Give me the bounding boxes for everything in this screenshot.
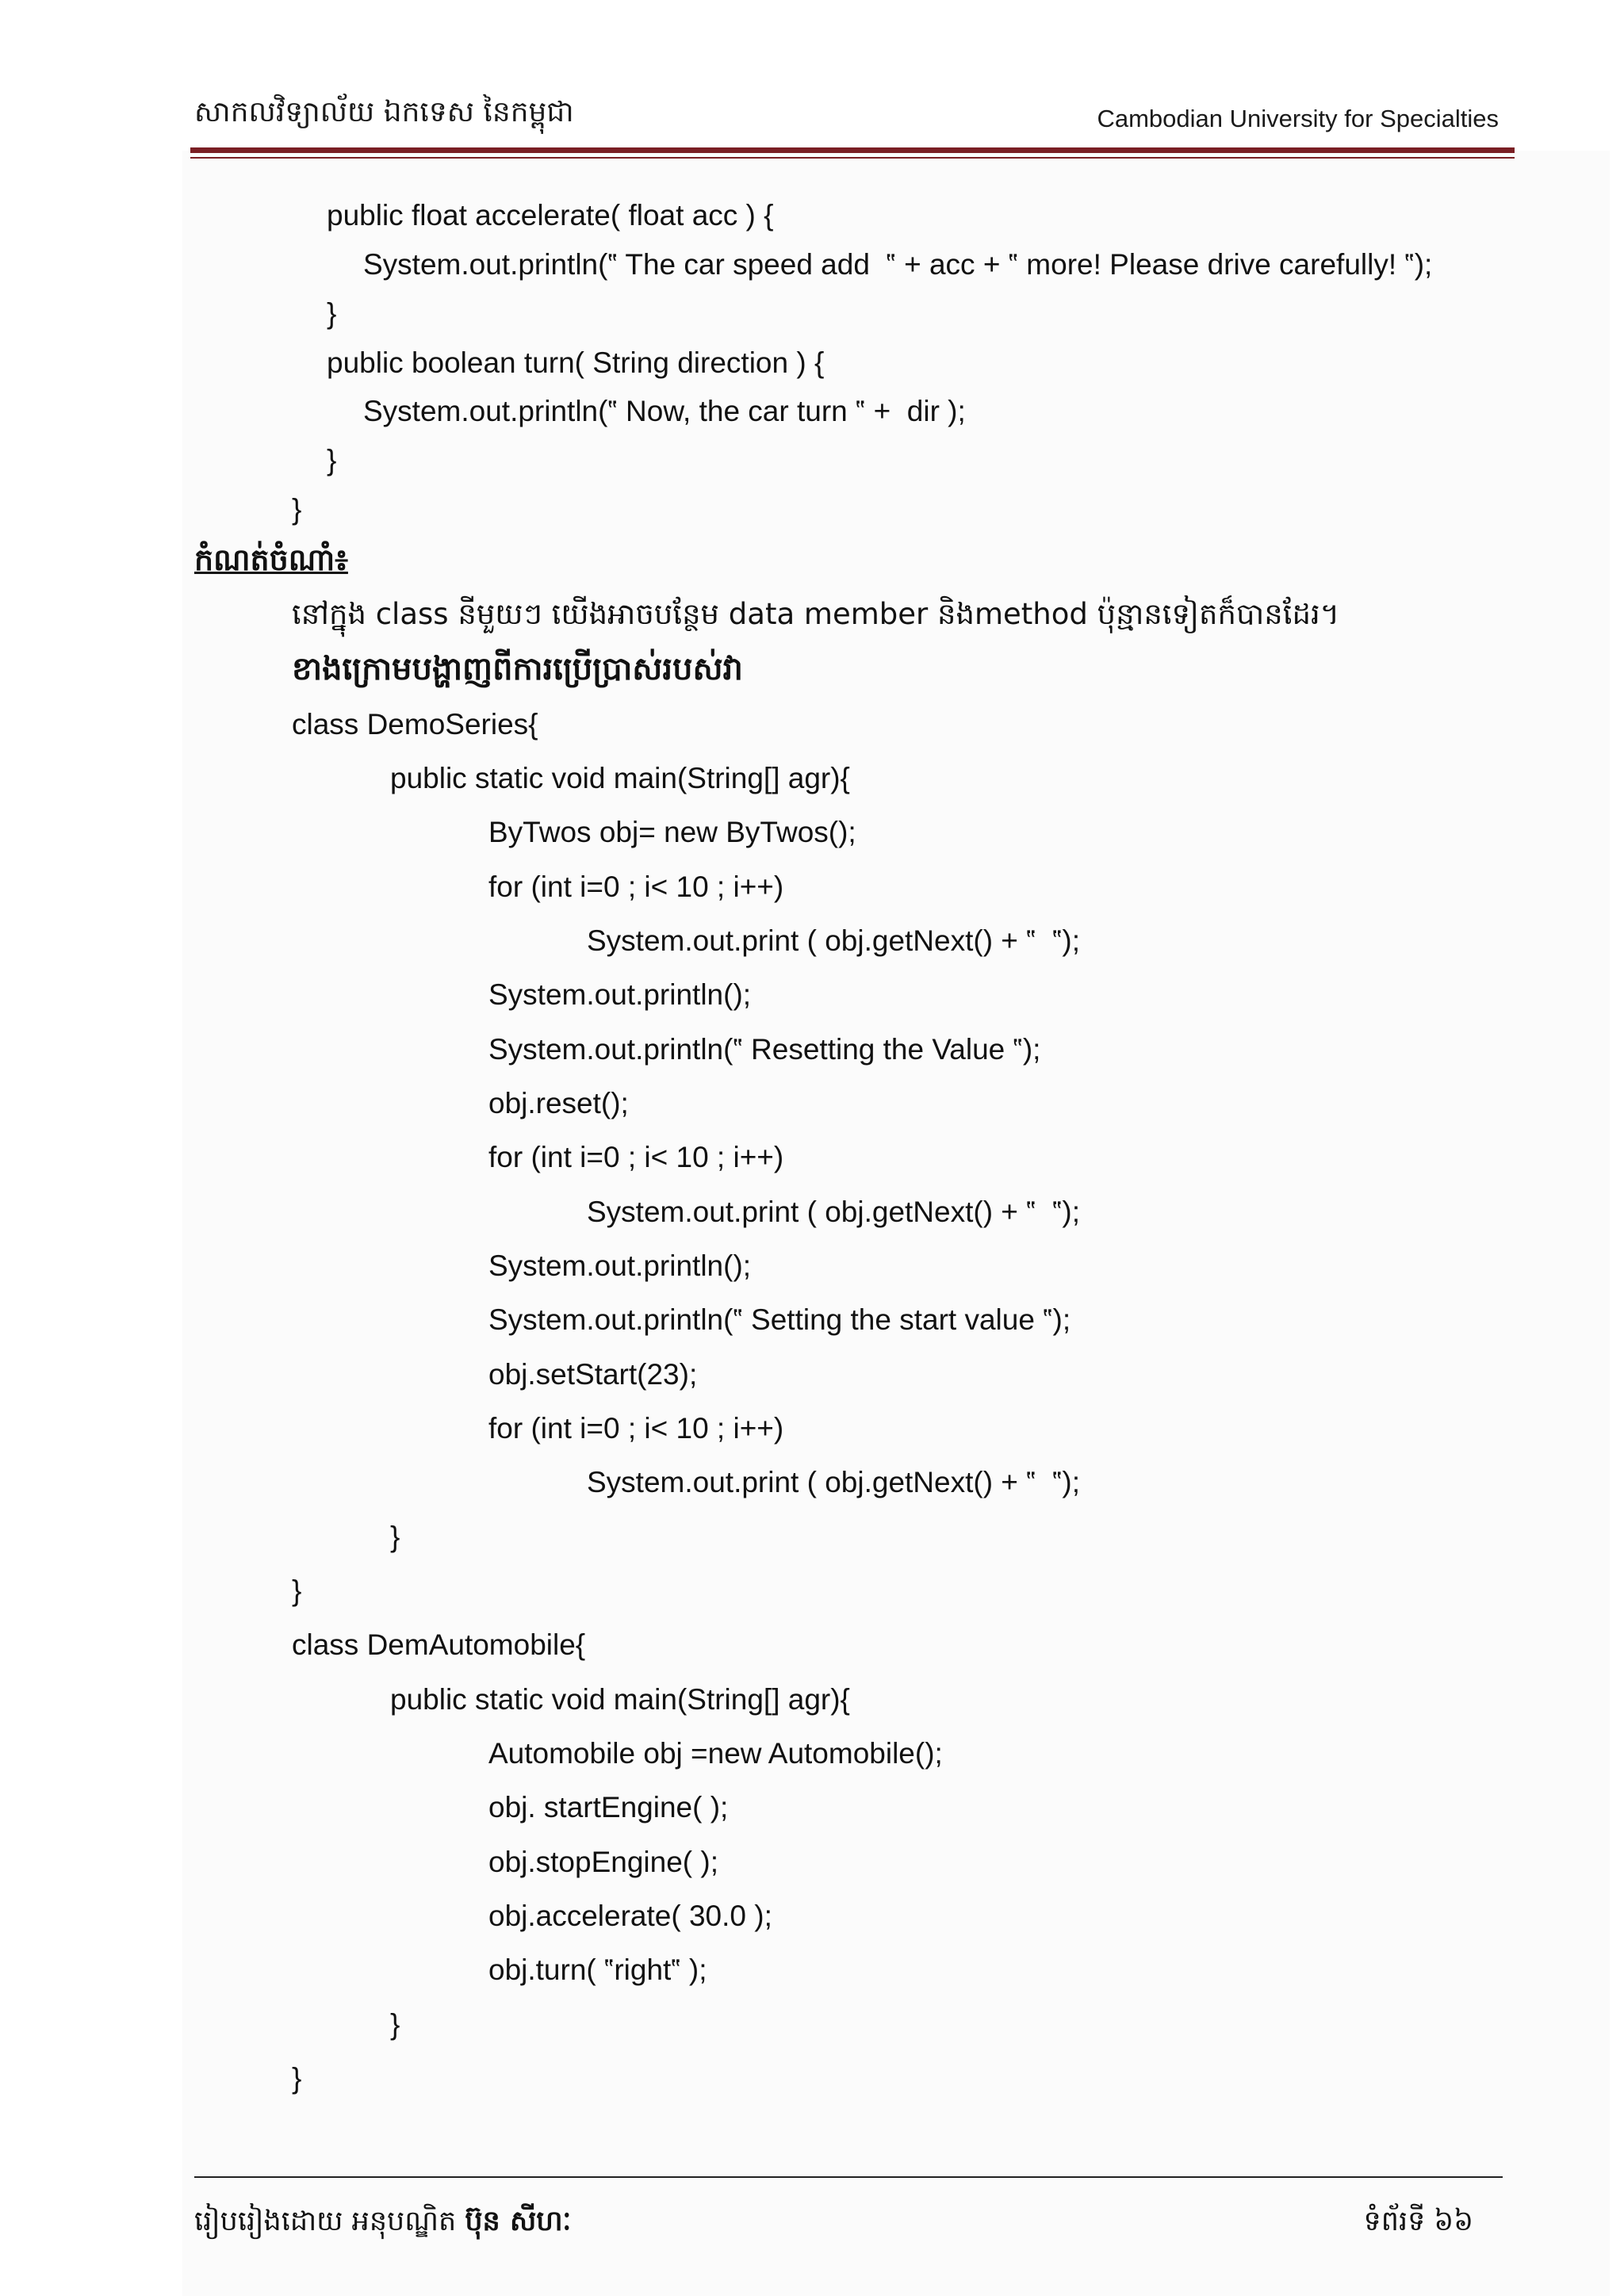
code-line: for (int i=0 ; i< 10 ; i++) (488, 1412, 784, 1445)
code-line: System.out.print ( obj.getNext() + ‟ ‟); (587, 1466, 1080, 1498)
code-line: Automobile obj =new Automobile(); (488, 1737, 943, 1770)
code-line: System.out.println(‟ Resetting the Value ‟); (488, 1033, 1041, 1066)
note-text-line: នៅក្នុង class នីមួយៗ យើងអាចបន្ថែម data member និងmethod ប៉ុន្មានទៀតក៏បានដែរ។ (292, 597, 1340, 631)
code-line: public boolean turn( String direction ) { (327, 346, 825, 379)
code-line: class DemAutomobile{ (292, 1628, 586, 1661)
code-line: System.out.println(); (488, 1249, 752, 1282)
code-line: obj.turn( ‟right‟ ); (488, 1954, 707, 1986)
code-line: class DemoSeries{ (292, 708, 538, 740)
code-line: for (int i=0 ; i< 10 ; i++) (488, 871, 784, 903)
footer-rule (194, 2176, 1503, 2178)
header-university-khmer: សាកលវិទ្យាល័យ ឯកទេស នៃកម្ពុជា (194, 96, 574, 128)
code-line: obj.setStart(23); (488, 1358, 698, 1391)
code-line: } (292, 2062, 302, 2095)
code-line: } (390, 1521, 400, 1553)
code-line: for (int i=0 ; i< 10 ; i++) (488, 1141, 784, 1173)
page-number: ទំព័រទី ៦៦ (1363, 2206, 1473, 2237)
code-line: } (292, 493, 302, 526)
code-line: public float accelerate( float acc ) { (327, 199, 774, 232)
code-line: } (327, 297, 337, 330)
code-line: public static void main(String[] agr){ (390, 1683, 850, 1716)
code-line: obj.accelerate( 30.0 ); (488, 1900, 772, 1932)
code-line: } (390, 2008, 400, 2041)
code-line: System.out.println(‟ Setting the start value ‟); (488, 1303, 1071, 1336)
code-line: obj.stopEngine( ); (488, 1846, 719, 1878)
footer-author-line (194, 2204, 571, 2244)
header-university-english: Cambodian University for Specialties (1097, 105, 1499, 132)
header-rule (190, 147, 1515, 153)
code-line: } (327, 444, 337, 476)
section-heading-note: កំណត់ចំណាំ៖ (194, 542, 348, 577)
header-rule-thin (190, 157, 1515, 159)
code-line: public static void main(String[] agr){ (390, 762, 850, 794)
code-line: System.out.print ( obj.getNext() + ‟ ‟); (587, 1196, 1080, 1228)
note-text-line: ខាងក្រោមបង្ហាញពីការប្រើប្រាស់របស់វា (292, 651, 743, 687)
code-line: System.out.print ( obj.getNext() + ‟ ‟); (587, 924, 1080, 957)
footer-prefix: រៀបរៀងដោយ អនុបណ្ឌិត (194, 2206, 457, 2237)
code-line: obj. startEngine( ); (488, 1791, 729, 1823)
code-line: System.out.println(); (488, 978, 752, 1011)
code-line: ByTwos obj= new ByTwos(); (488, 816, 856, 848)
footer-author: ប៊ុន សីហៈ (465, 2206, 572, 2237)
code-line: System.out.println(‟ The car speed add ‟ + acc + ‟ more! Please drive carefully! ‟); (363, 248, 1433, 281)
code-line: System.out.println(‟ Now, the car turn ‟ + dir ); (363, 395, 966, 427)
code-line: } (292, 1575, 302, 1607)
code-line: obj.reset(); (488, 1087, 629, 1119)
